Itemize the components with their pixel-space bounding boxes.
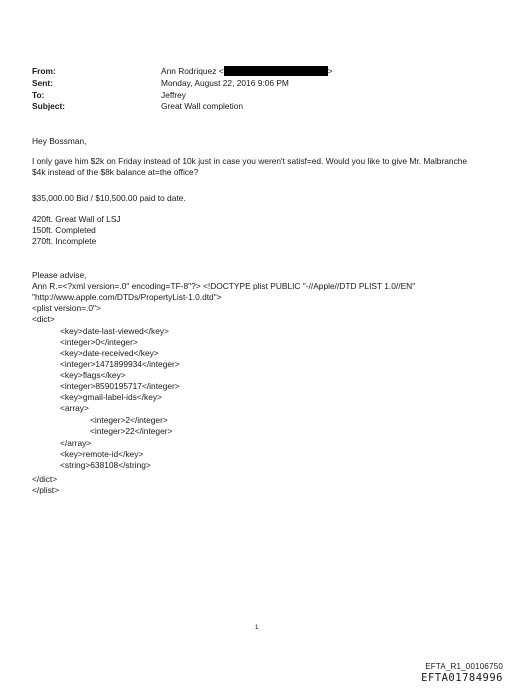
plist-entry: <key>remote-id</key> <box>60 449 144 459</box>
sent-value: Monday, August 22, 2016 9:06 PM <box>161 78 289 88</box>
dict-close: </dict> <box>32 474 58 484</box>
signature-line: Ann R.=<?xml version=.0" encoding=TF-8"?> <!DOCTYPE plist PUBLIC "-//Apple//DTD PLIST 1.0//EN" <box>32 281 416 291</box>
to-label: To: <box>32 90 45 100</box>
from-name: Ann Rodriquez < <box>161 66 224 76</box>
paragraph-line: I only gave him $2k on Friday instead of 10k just in case you weren't satisf=ed. Would you like to give Mr. Malbranche <box>32 156 468 166</box>
subject-label: Subject: <box>32 101 66 111</box>
plist-entry: <array> <box>60 403 89 413</box>
array-item: <integer>2</integer> <box>90 415 168 425</box>
efta-stamp-large: EFTA01784996 <box>421 672 503 684</box>
page-number: 1 <box>255 625 259 631</box>
paragraph-line: $4k instead of the $8k balance at=the office? <box>32 167 199 177</box>
efta-stamp-small: EFTA_R1_00106750 <box>425 662 503 671</box>
status-line: 420ft. Great Wall of LSJ <box>32 214 121 224</box>
plist-entry: <string>638108</string> <box>60 460 151 470</box>
plist-entry: <key>flags</key> <box>60 370 126 380</box>
plist-entry: <integer>0</integer> <box>60 337 138 347</box>
advise-line: Please advise, <box>32 270 87 280</box>
plist-close: </plist> <box>32 485 60 495</box>
greeting: Hey Bossman, <box>32 136 87 146</box>
array-item: <integer>22</integer> <box>90 426 173 436</box>
status-line: 150ft. Completed <box>32 225 96 235</box>
plist-entry: <integer>1471899934</integer> <box>60 359 180 369</box>
subject-value: Great Wall completion <box>161 101 244 111</box>
bid-line: $35,000.00 Bid / $10,500.00 paid to date. <box>32 193 186 203</box>
status-line: 270ft. Incomplete <box>32 236 97 246</box>
dict-open: <dict> <box>32 314 55 324</box>
from-value <box>161 66 333 77</box>
plist-open: <plist version=.0"> <box>32 303 101 313</box>
from-suffix: > <box>327 66 333 76</box>
sent-label: Sent: <box>32 78 53 88</box>
plist-entry: </array> <box>60 438 92 448</box>
plist-entry: <integer>8590195717</integer> <box>60 381 180 391</box>
plist-entry: <key>date-last-viewed</key> <box>60 326 169 336</box>
to-value: Jeffrey <box>161 90 186 100</box>
plist-entry: <key>gmail-label-ids</key> <box>60 392 162 402</box>
plist-entry: <key>date-received</key> <box>60 348 159 358</box>
from-label: From: <box>32 66 56 76</box>
signature-line: "http://www.apple.com/DTDs/PropertyList-1.0.dtd"> <box>32 292 222 302</box>
redaction-box <box>224 66 328 76</box>
